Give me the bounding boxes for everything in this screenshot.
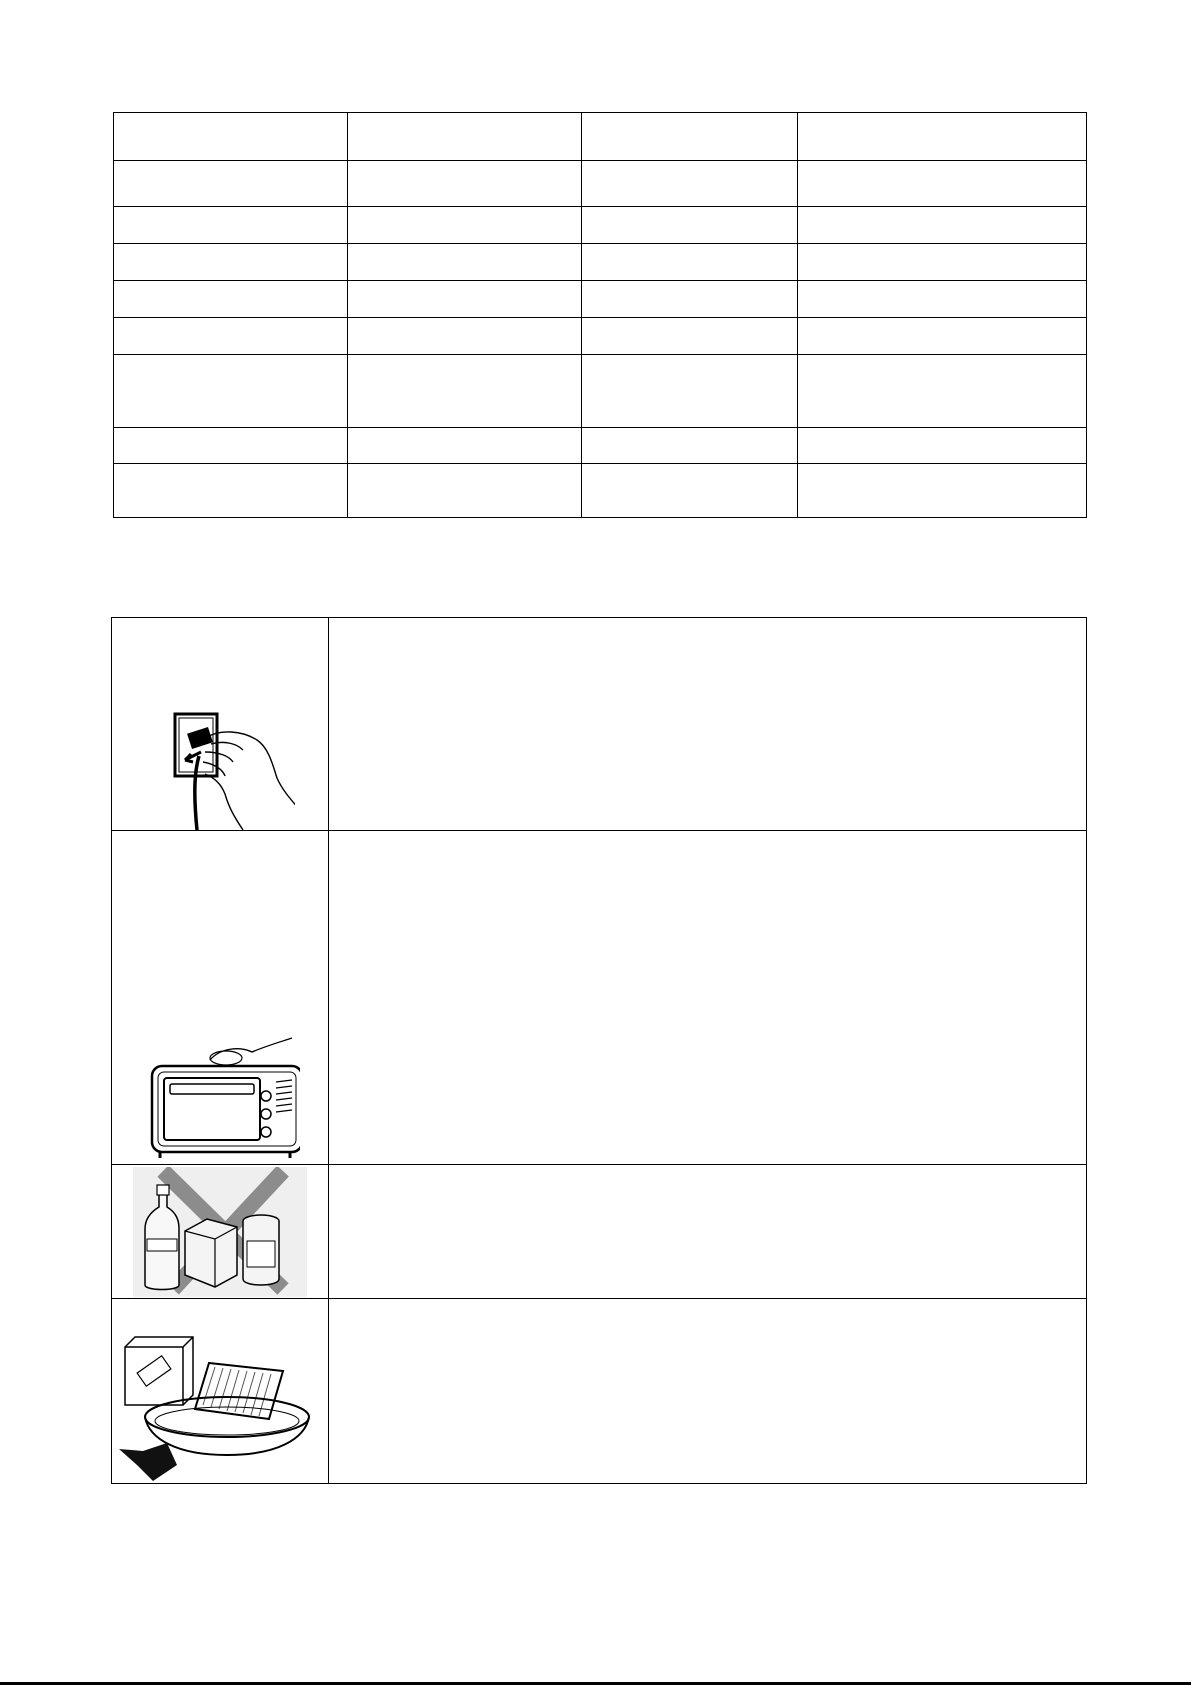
care-row — [112, 618, 1087, 831]
care-text — [329, 831, 1087, 1165]
care-icon-cell — [112, 618, 329, 831]
table-cell — [114, 464, 348, 518]
table-row — [114, 207, 1087, 244]
table-cell — [582, 161, 798, 207]
unplug-icon — [145, 700, 295, 830]
table-cell — [582, 464, 798, 518]
table-cell — [348, 464, 582, 518]
table-cell — [348, 355, 582, 428]
table-cell — [348, 207, 582, 244]
table-row — [114, 244, 1087, 281]
care-text — [329, 1299, 1087, 1484]
table-row — [114, 318, 1087, 355]
table-cell — [582, 244, 798, 281]
table-cell — [798, 244, 1087, 281]
care-icon-cell — [112, 831, 329, 1165]
table-cell — [114, 207, 348, 244]
care-text — [329, 618, 1087, 831]
care-table — [111, 617, 1087, 1484]
care-icon-cell — [112, 1299, 329, 1484]
table-cell — [114, 244, 348, 281]
care-icon-cell — [112, 1165, 329, 1299]
care-row — [112, 831, 1087, 1165]
table-cell — [114, 318, 348, 355]
table-cell — [798, 161, 1087, 207]
table-cell — [798, 113, 1087, 161]
table-cell — [114, 281, 348, 318]
table-cell — [798, 464, 1087, 518]
table-cell — [582, 355, 798, 428]
care-row — [112, 1165, 1087, 1299]
table-cell — [348, 113, 582, 161]
wipe-oven-icon — [140, 1034, 300, 1164]
spec-table — [113, 112, 1087, 518]
table-row — [114, 428, 1087, 464]
table-row — [114, 161, 1087, 207]
table-cell — [348, 428, 582, 464]
soak-tray-icon — [113, 1305, 327, 1483]
table-row — [114, 355, 1087, 428]
table-cell — [348, 281, 582, 318]
table-row — [114, 281, 1087, 318]
table-cell — [114, 113, 348, 161]
table-row — [114, 464, 1087, 518]
table-cell — [582, 428, 798, 464]
table-cell — [798, 355, 1087, 428]
table-cell — [798, 318, 1087, 355]
table-cell — [798, 281, 1087, 318]
care-row — [112, 1299, 1087, 1484]
table-cell — [348, 318, 582, 355]
no-chemicals-icon — [133, 1167, 307, 1297]
table-row — [114, 113, 1087, 161]
table-cell — [582, 281, 798, 318]
table-cell — [798, 207, 1087, 244]
table-cell — [582, 318, 798, 355]
table-cell — [582, 113, 798, 161]
table-cell — [348, 161, 582, 207]
table-cell — [114, 161, 348, 207]
table-cell — [114, 428, 348, 464]
table-cell — [114, 355, 348, 428]
care-text — [329, 1165, 1087, 1299]
table-cell — [798, 428, 1087, 464]
table-cell — [348, 244, 582, 281]
table-cell — [582, 207, 798, 244]
